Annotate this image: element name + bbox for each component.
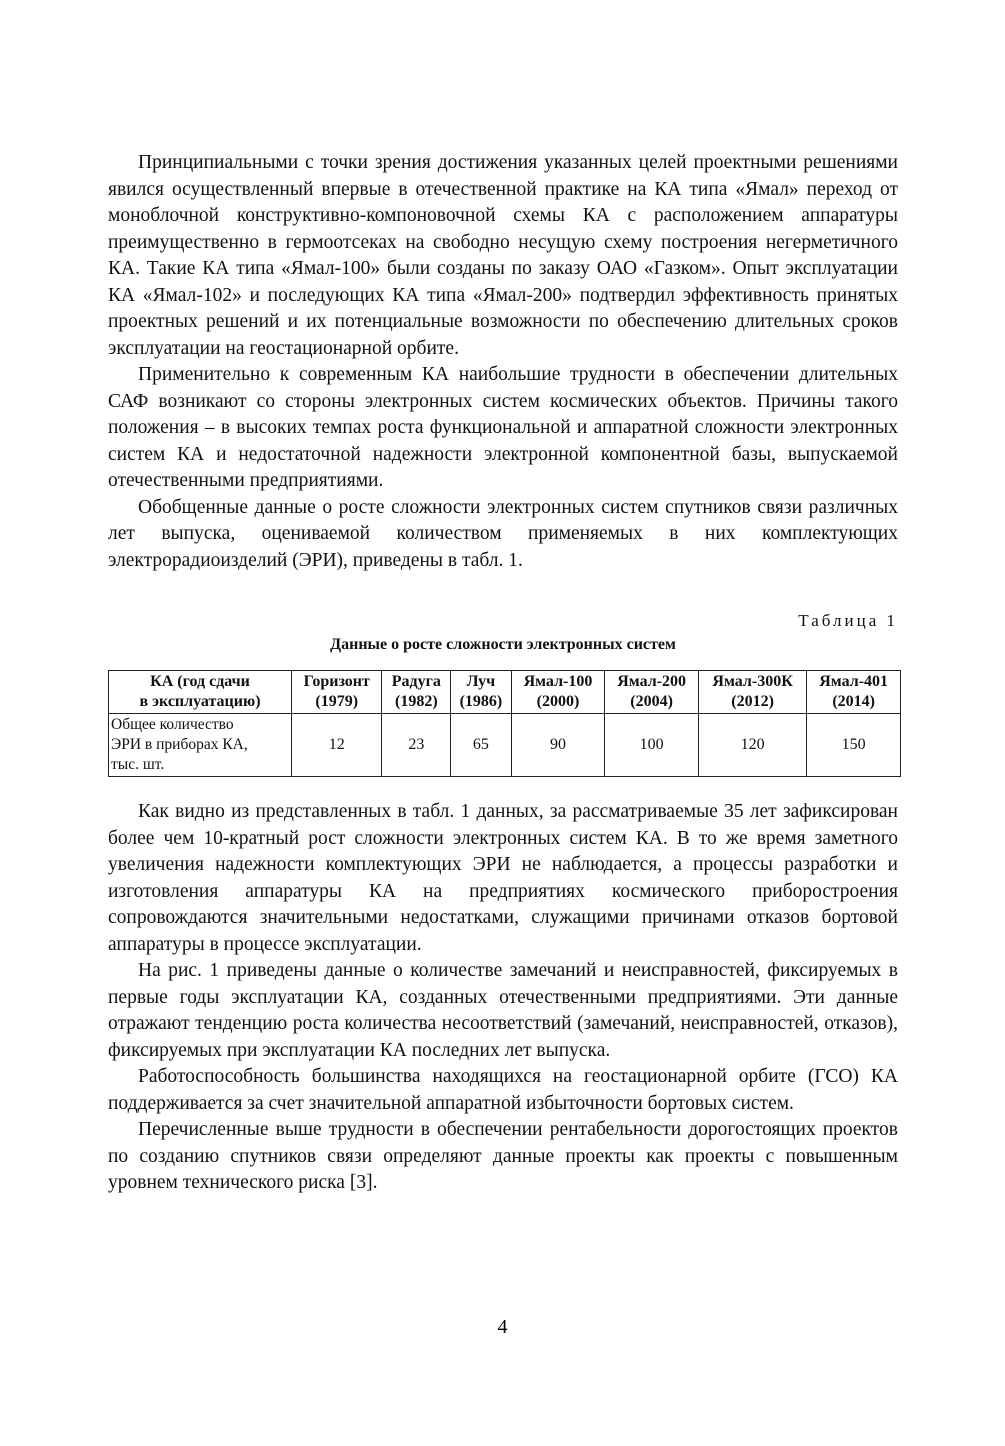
complexity-table	[108, 670, 901, 777]
paragraph: Перечисленные выше трудности в обеспечении рентабельности дорогостоящих проектов по созданию спутников связи определяют данные проекты как проекты с повышенным уровнем технического риска [3].	[108, 1119, 898, 1193]
paragraph: На рис. 1 приведены данные о количестве замечаний и неисправностей, фиксируемых в первые годы эксплуатации КА, созданных отечественными предприятиями. Эти данные отражают тенденцию роста количества несоответствий (замечаний, неисправностей, отказов), фиксируемых при эксплуатации КА последних лет выпуска.	[108, 960, 898, 1061]
header-cell: Горизонт (1979)	[292, 671, 382, 714]
header-cell: Ямал-401 (2014)	[807, 671, 901, 714]
page-number: 4	[497, 1316, 508, 1338]
paragraph: Применительно к современным КА наибольшие трудности в обеспечении длительных САФ возникают со стороны электронных систем космических объектов. Причины такого положения – в высоких темпах роста функциональной и аппаратной сложности электронных систем КА и недостаточной надежности электронной компонентной базы, выпускаемой отечественными предприятиями.	[108, 364, 898, 491]
header-cell: Ямал-100 (2000)	[511, 671, 605, 714]
paragraph: Как видно из представленных в табл. 1 данных, за рассматриваемые 35 лет зафиксирован более чем 10-кратный рост сложности электронных систем КА. В то же время заметного увеличения надежности комплектующих ЭРИ не наблюдается, а процессы разработки и изготовления аппаратуры КА на предприятиях космического приборостроения сопровождаются значительными недостатками, служащими причинами отказов бортовой аппаратуры в процессе эксплуатации.	[108, 801, 898, 955]
header-cell: Луч (1986)	[451, 671, 511, 714]
table-caption: Таблица 1	[798, 611, 898, 630]
paragraph: Обобщенные данные о росте сложности электронных систем спутников связи различных лет выпуска, оцениваемой количеством применяемых в них комплектующих электрорадиоизделий (ЭРИ), приведены в табл. 1.	[108, 496, 898, 571]
value-cell: 90	[511, 714, 605, 777]
header-cell: Радуга (1982)	[382, 671, 451, 714]
value-cell: 120	[698, 714, 806, 777]
body-text-bottom	[108, 799, 898, 1197]
table-row	[109, 714, 901, 777]
value-cell: 12	[292, 714, 382, 777]
header-cell: КА (год сдачи в эксплуатацию)	[109, 671, 292, 714]
document-page	[108, 150, 898, 1197]
value-cell: 65	[451, 714, 511, 777]
header-cell: Ямал-200 (2004)	[605, 671, 699, 714]
table-header-row	[109, 671, 901, 714]
paragraph: Работоспособность большинства находящихся на геостационарной орбите (ГСО) КА поддерживается за счет значительной аппаратной избыточности бортовых систем.	[108, 1066, 898, 1114]
header-cell: Ямал-300К (2012)	[698, 671, 806, 714]
value-cell: 150	[807, 714, 901, 777]
value-cell: 23	[382, 714, 451, 777]
row-label-cell: Общее количество ЭРИ в приборах КА, тыс. шт.	[109, 714, 292, 777]
paragraph: Принципиальными с точки зрения достижения указанных целей проектными решениями явился осуществленный впервые в отечественной практике на КА типа «Ямал» переход от моноблочной конструктивно-компоновочной схемы КА с расположением аппаратуры преимущественно в гермоотсеках на свободно несущую схему построения негерметичного КА. Такие КА типа «Ямал-100» были созданы по заказу ОАО «Газком». Опыт эксплуатации КА «Ямал-102» и последующих КА типа «Ямал-200» подтвердил эффективность принятых проектных решений и их потенциальные возможности по обеспечению длительных сроков эксплуатации на геостационарной орбите.	[108, 152, 898, 359]
table-title: Данные о росте сложности электронных систем	[330, 636, 676, 653]
value-cell: 100	[605, 714, 699, 777]
